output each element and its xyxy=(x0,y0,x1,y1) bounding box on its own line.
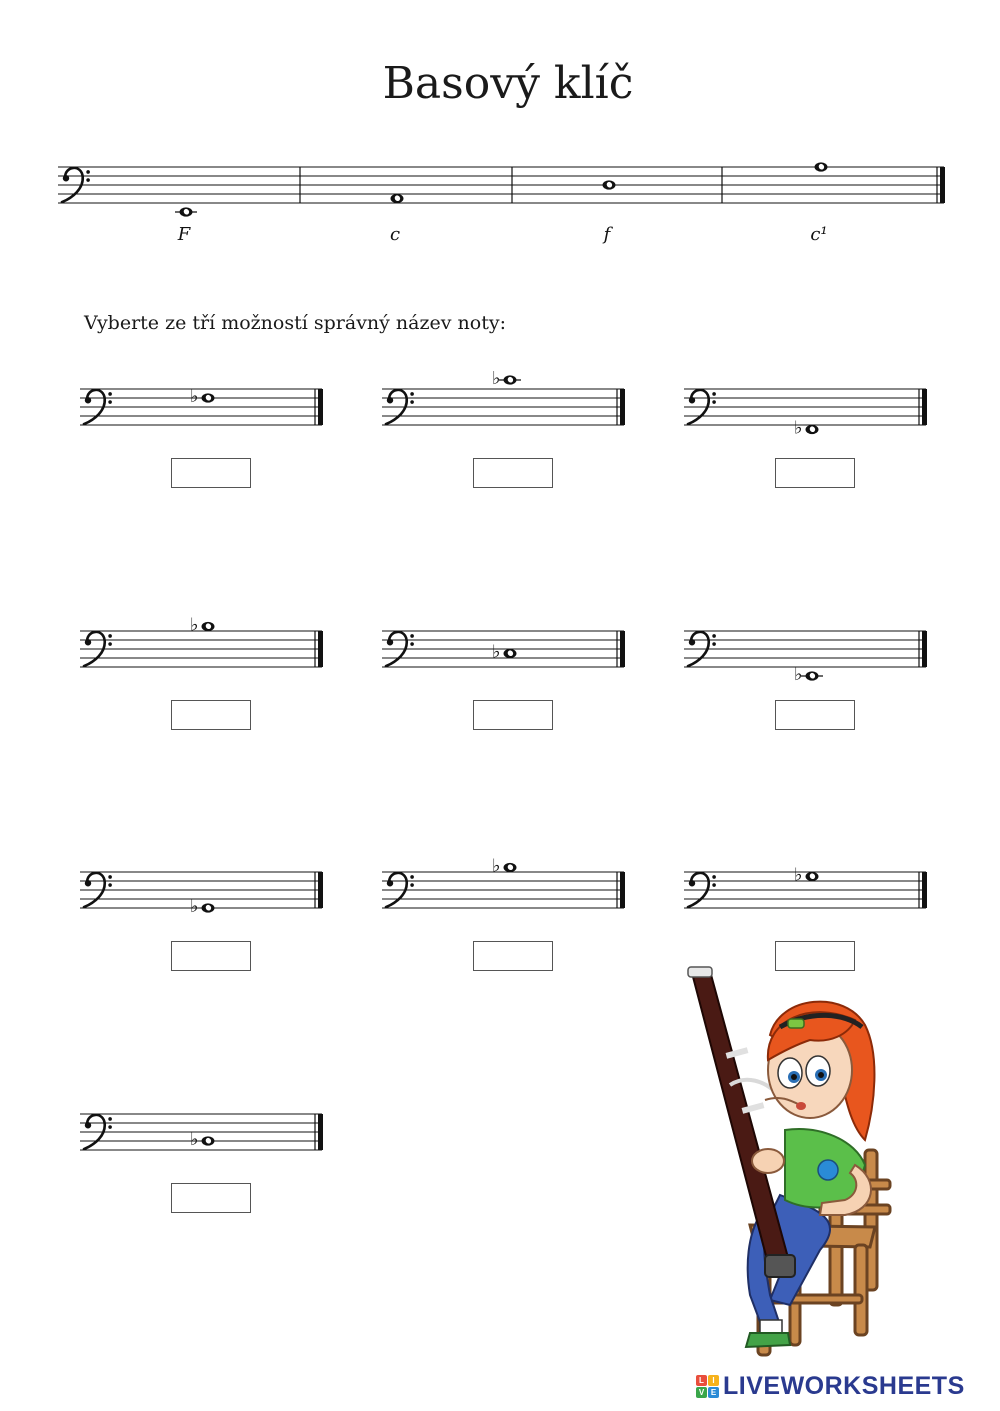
final-bar-line xyxy=(922,631,927,667)
note-name-label: c xyxy=(389,224,401,245)
final-bar-line xyxy=(922,872,927,908)
liveworksheets-logo xyxy=(696,1372,965,1401)
exercise-staff xyxy=(80,1087,324,1187)
flat-sign: ♭ xyxy=(190,896,199,917)
brand-text: LIVEWORKSHEETS xyxy=(723,1372,965,1400)
whole-note xyxy=(806,425,819,434)
whole-note xyxy=(202,393,215,402)
final-bar-line xyxy=(318,631,323,667)
flat-sign: ♭ xyxy=(492,641,501,663)
final-bar-line xyxy=(940,167,945,203)
flat-sign: ♭ xyxy=(794,664,803,685)
instruction-text: Vyberte ze tří možností správný název noty: xyxy=(84,312,506,334)
brand-mark-tile: L xyxy=(696,1375,707,1386)
note-name-label: f xyxy=(603,224,611,245)
whole-note xyxy=(391,194,404,203)
exercise-staff xyxy=(684,845,928,945)
exercise-staff xyxy=(382,604,626,704)
whole-note xyxy=(180,207,193,216)
bassoon-player-illustration xyxy=(670,965,930,1385)
whole-note xyxy=(202,1136,215,1145)
whole-note xyxy=(504,863,517,872)
brand-mark-tile: E xyxy=(708,1387,719,1398)
flat-sign: ♭ xyxy=(190,614,199,636)
bassoon-instrument xyxy=(688,967,795,1277)
answer-input-8[interactable] xyxy=(473,941,553,971)
answer-input-2[interactable] xyxy=(473,458,553,488)
flat-sign: ♭ xyxy=(492,855,501,877)
final-bar-line xyxy=(318,872,323,908)
answer-input-7[interactable] xyxy=(171,941,251,971)
final-bar-line xyxy=(318,1114,323,1150)
final-bar-line xyxy=(620,389,625,425)
whole-note xyxy=(815,162,828,171)
note-name-label: c¹ xyxy=(810,224,828,245)
whole-note xyxy=(806,872,819,881)
flat-sign: ♭ xyxy=(190,1129,199,1150)
answer-input-10[interactable] xyxy=(171,1183,251,1213)
whole-note xyxy=(504,375,517,384)
exercise-staff xyxy=(80,845,324,945)
flat-sign: ♭ xyxy=(794,864,803,886)
exercise-staff xyxy=(684,604,928,704)
final-bar-line xyxy=(620,631,625,667)
exercise-staff xyxy=(80,604,324,704)
brand-mark-tile: I xyxy=(708,1375,719,1386)
final-bar-line xyxy=(318,389,323,425)
flat-sign: ♭ xyxy=(190,386,199,407)
answer-input-4[interactable] xyxy=(171,700,251,730)
page-title: Basový klíč xyxy=(382,58,634,109)
exercise-staff xyxy=(382,362,626,462)
liveworksheets-mark-icon xyxy=(696,1375,719,1398)
brand-mark-tile: V xyxy=(696,1387,707,1398)
final-bar-line xyxy=(620,872,625,908)
whole-note xyxy=(504,649,517,658)
reference-staff xyxy=(0,140,1000,220)
whole-note xyxy=(806,671,819,680)
answer-input-5[interactable] xyxy=(473,700,553,730)
whole-note xyxy=(202,622,215,631)
note-name-label: F xyxy=(177,224,191,245)
exercise-staff xyxy=(80,362,324,462)
final-bar-line xyxy=(922,389,927,425)
answer-input-6[interactable] xyxy=(775,700,855,730)
answer-input-1[interactable] xyxy=(171,458,251,488)
exercise-staff xyxy=(382,845,626,945)
whole-note xyxy=(603,180,616,189)
flat-sign: ♭ xyxy=(794,417,803,439)
whole-note xyxy=(202,903,215,912)
flat-sign: ♭ xyxy=(492,368,501,389)
answer-input-3[interactable] xyxy=(775,458,855,488)
exercise-staff xyxy=(684,362,928,462)
